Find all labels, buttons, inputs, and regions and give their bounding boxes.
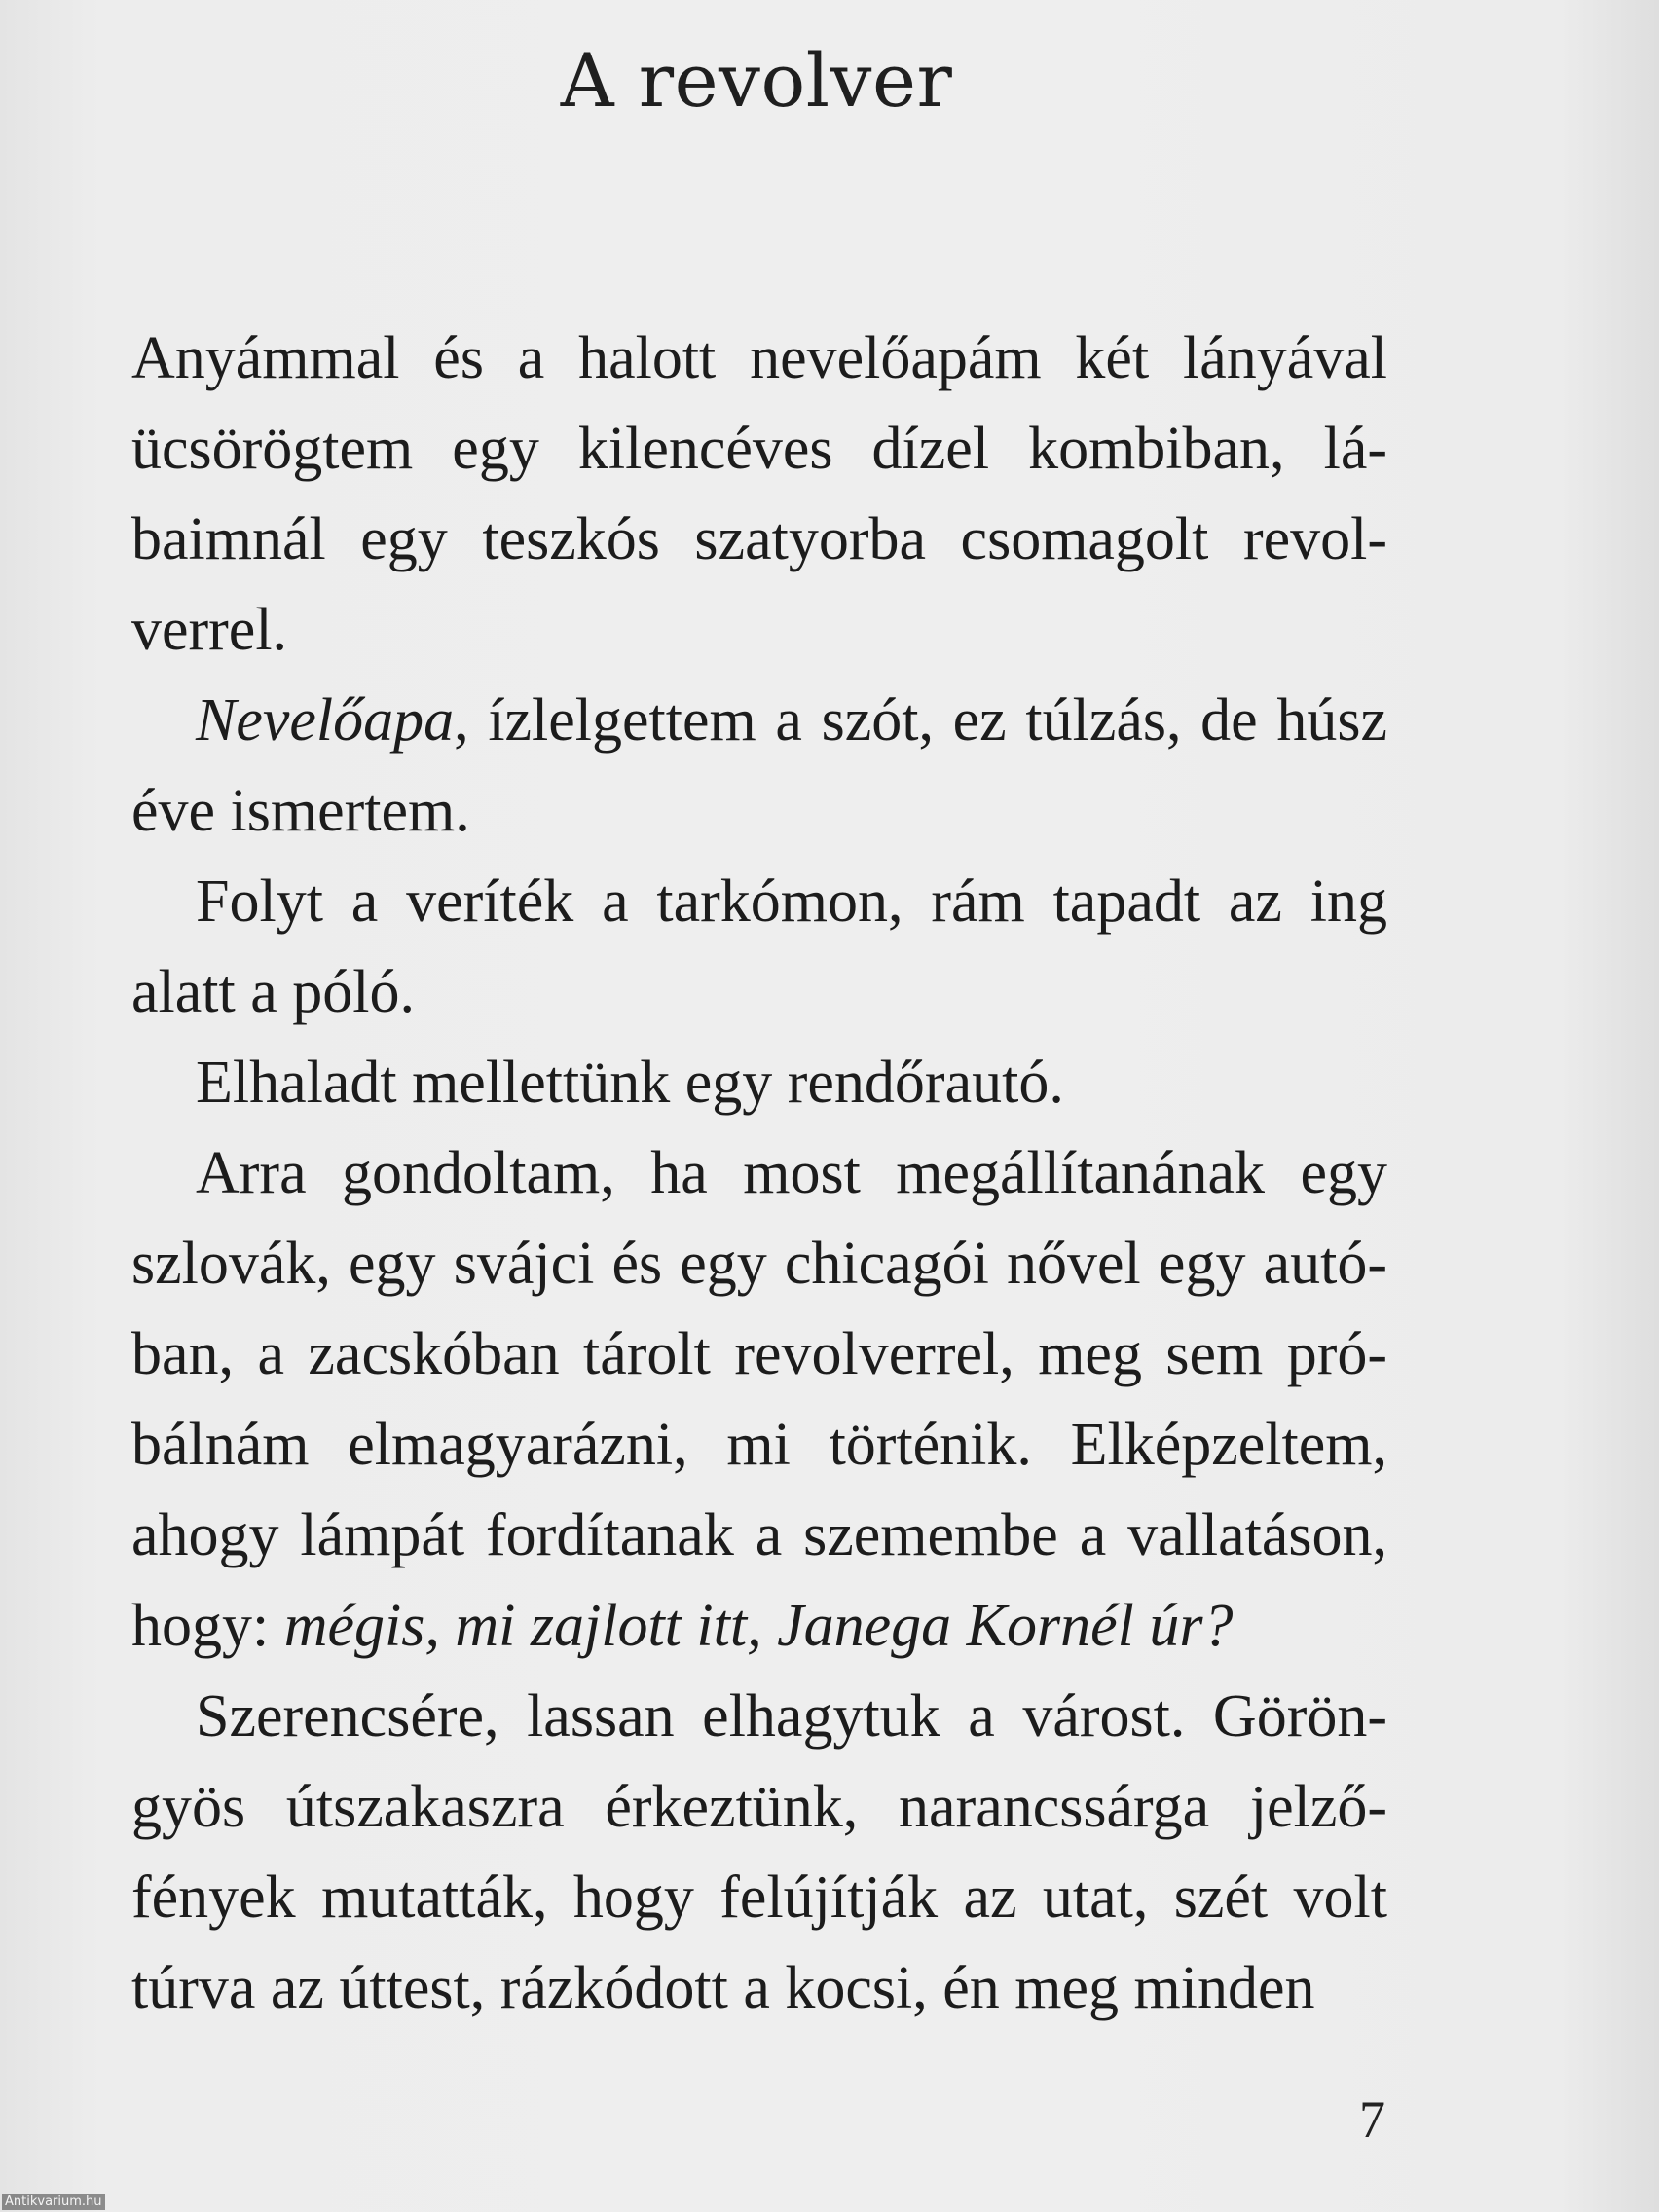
paragraph-5: [131, 1128, 1387, 1672]
paragraph-1-text: Anyámmal és a halott nevelőapám két lányával ücsörögtem egy kilencéves dízel kombiban, lábaimnál egy teszkós szatyorba csomagolt revolverrel.: [131, 325, 1387, 663]
paragraph-2: [131, 676, 1387, 857]
page-number: 7: [1359, 2090, 1385, 2149]
paragraph-5-italic: mégis, mi zajlott itt, Janega Kornél úr?: [283, 1593, 1234, 1659]
paragraph-2-italic: Nevelőapa: [196, 687, 455, 754]
paragraph-5-text: Arra gondoltam, ha most megállítanának egy szlovák, egy svájci és egy chicagói nővel egy autóban, a zacskóban tárolt revolverrel, meg sem próbálnám elmagyarázni, mi történik. Elképzeltem, ahogy lámpát fordítanak a szemembe a vallatáson, hogy:: [131, 1140, 1387, 1659]
paragraph-6-text: Szerencsére, lassan elhagytuk a várost. Göröngyös útszakaszra érkeztünk, narancssárga jelzőfények mutatták, hogy felújítják az utat, szét volt túrva az úttest, rázkódott a kocsi, én meg minden: [131, 1683, 1387, 2021]
paragraph-4-text: Elhaladt mellettünk egy rendőrautó.: [196, 1050, 1064, 1116]
paragraph-3: [131, 857, 1387, 1038]
chapter-title: A revolver: [560, 37, 953, 124]
paragraph-1: [131, 313, 1387, 676]
chapter-body: [131, 313, 1387, 2034]
watermark: Antikvarium.hu: [2, 2194, 105, 2210]
paragraph-4: [131, 1038, 1387, 1128]
paragraph-6: [131, 1672, 1387, 2034]
paragraph-3-text: Folyt a veríték a tarkómon, rám tapadt az ing alatt a póló.: [131, 868, 1387, 1025]
paragraph-2-text: , ízlelgettem a szót, ez túlzás, de húsz éve ismertem.: [131, 687, 1387, 844]
